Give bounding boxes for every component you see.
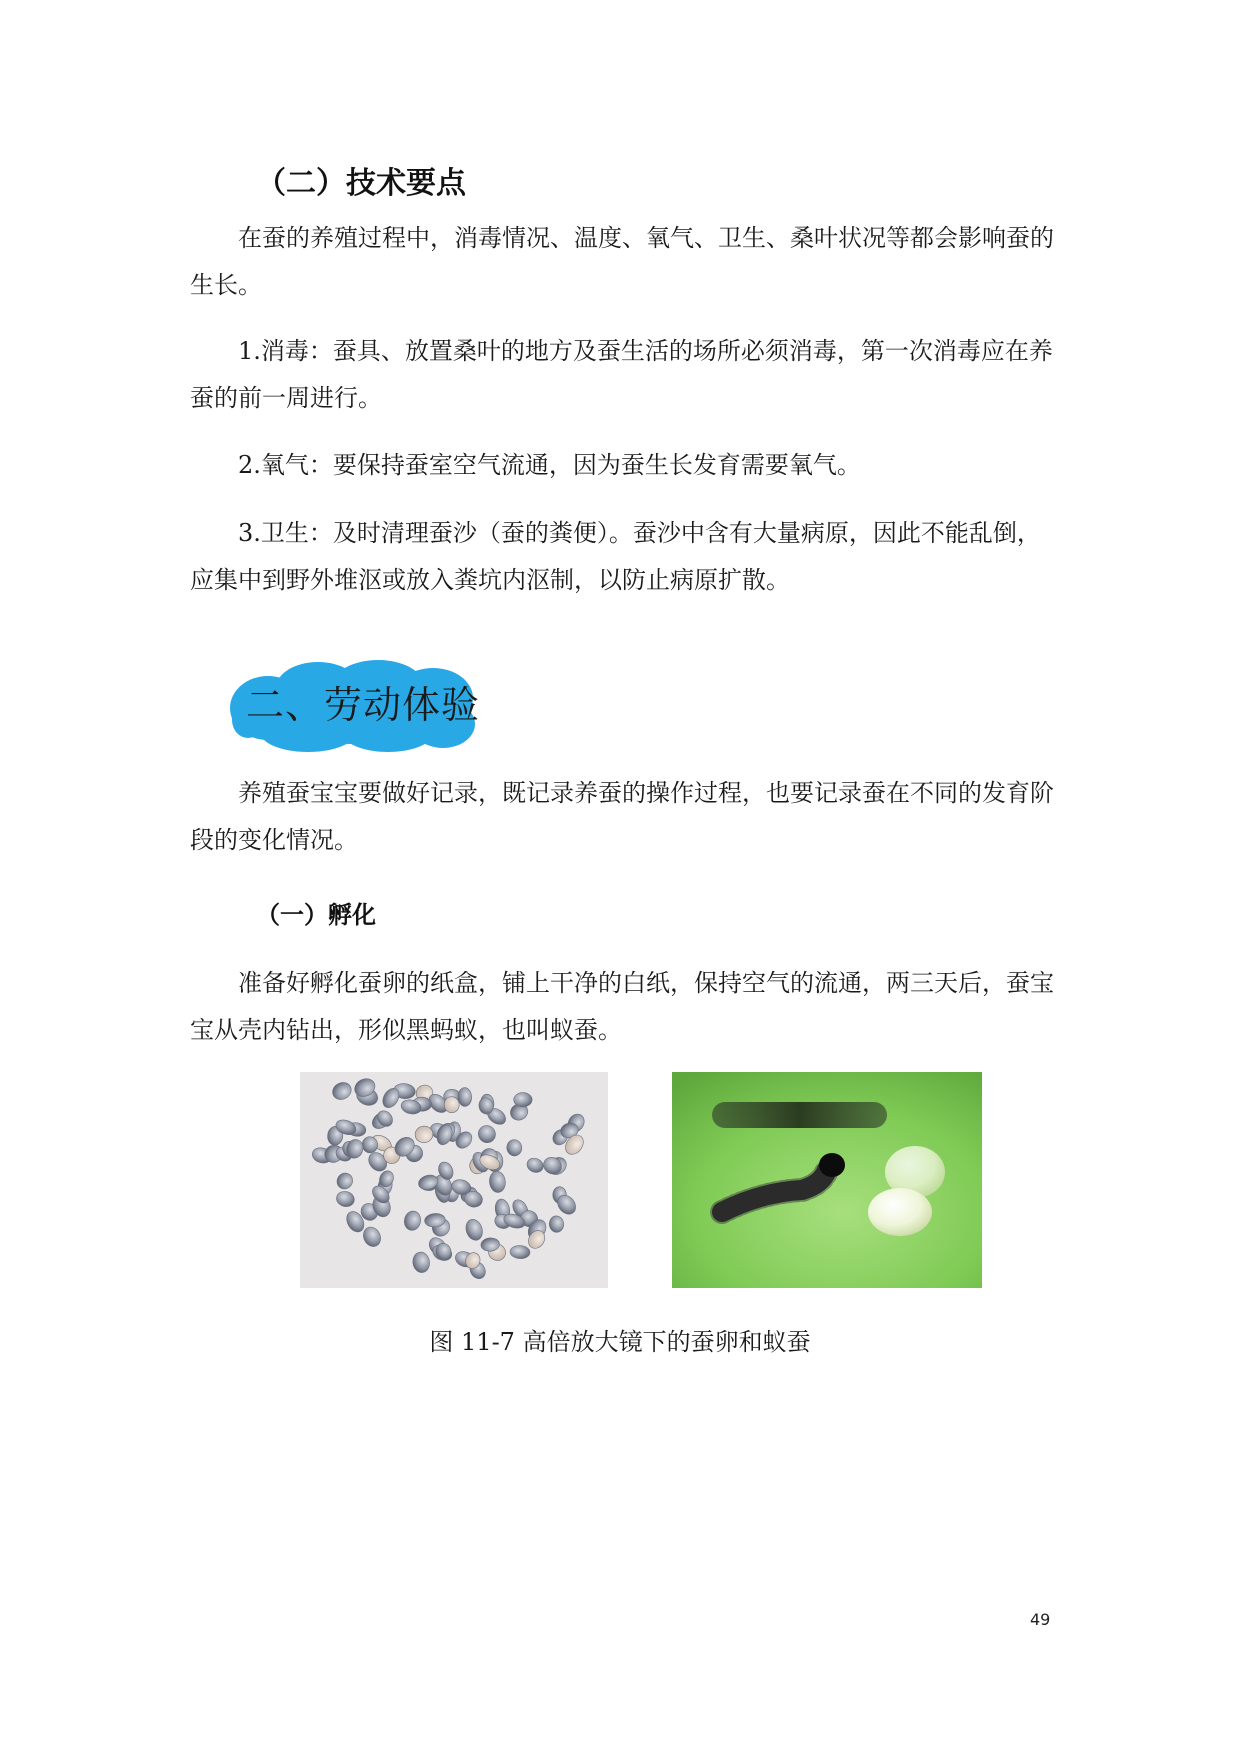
paragraph-item-hygiene: 3.卫生：及时清理蚕沙（蚕的粪便）。蚕沙中含有大量病原，因此不能乱倒，应集中到野外堆沤或放入粪坑内沤制，以防止病原扩散。 — [190, 519, 1041, 594]
figure-caption: 图 11-7 高倍放大镜下的蚕卵和蚁蚕 — [429, 1328, 811, 1356]
paragraph-item-disinfection: 1.消毒：蚕具、放置桑叶的地方及蚕生活的场所必须消毒，第一次消毒应在养蚕的前一周进行。 — [190, 337, 1053, 412]
section-heading-hatch: （一）孵化 — [256, 901, 376, 929]
paragraph-intro: 在蚕的养殖过程中，消毒情况、温度、氧气、卫生、桑叶状况等都会影响蚕的生长。 — [190, 224, 1054, 299]
section-heading-tech: （二）技术要点 — [256, 166, 466, 201]
paragraph-item-oxygen: 2.氧气：要保持蚕室空气流通，因为蚕生长发育需要氧气。 — [238, 451, 861, 479]
paragraph-hatch: 准备好孵化蚕卵的纸盒，铺上干净的白纸，保持空气的流通，两三天后，蚕宝宝从壳内钻出，形似黑蚂蚁，也叫蚁蚕。 — [190, 969, 1054, 1044]
paragraph-labor-intro: 养殖蚕宝宝要做好记录，既记录养蚕的操作过程，也要记录蚕在不同的发育阶段的变化情况。 — [190, 779, 1054, 854]
page-number: 49 — [1030, 1610, 1051, 1629]
cloud-heading-title: 二、劳动体验 — [246, 683, 481, 727]
cloud-heading — [228, 658, 481, 754]
photo-silkworm-eggs — [300, 1072, 608, 1288]
photo-hatched-silkworm — [672, 1072, 982, 1288]
